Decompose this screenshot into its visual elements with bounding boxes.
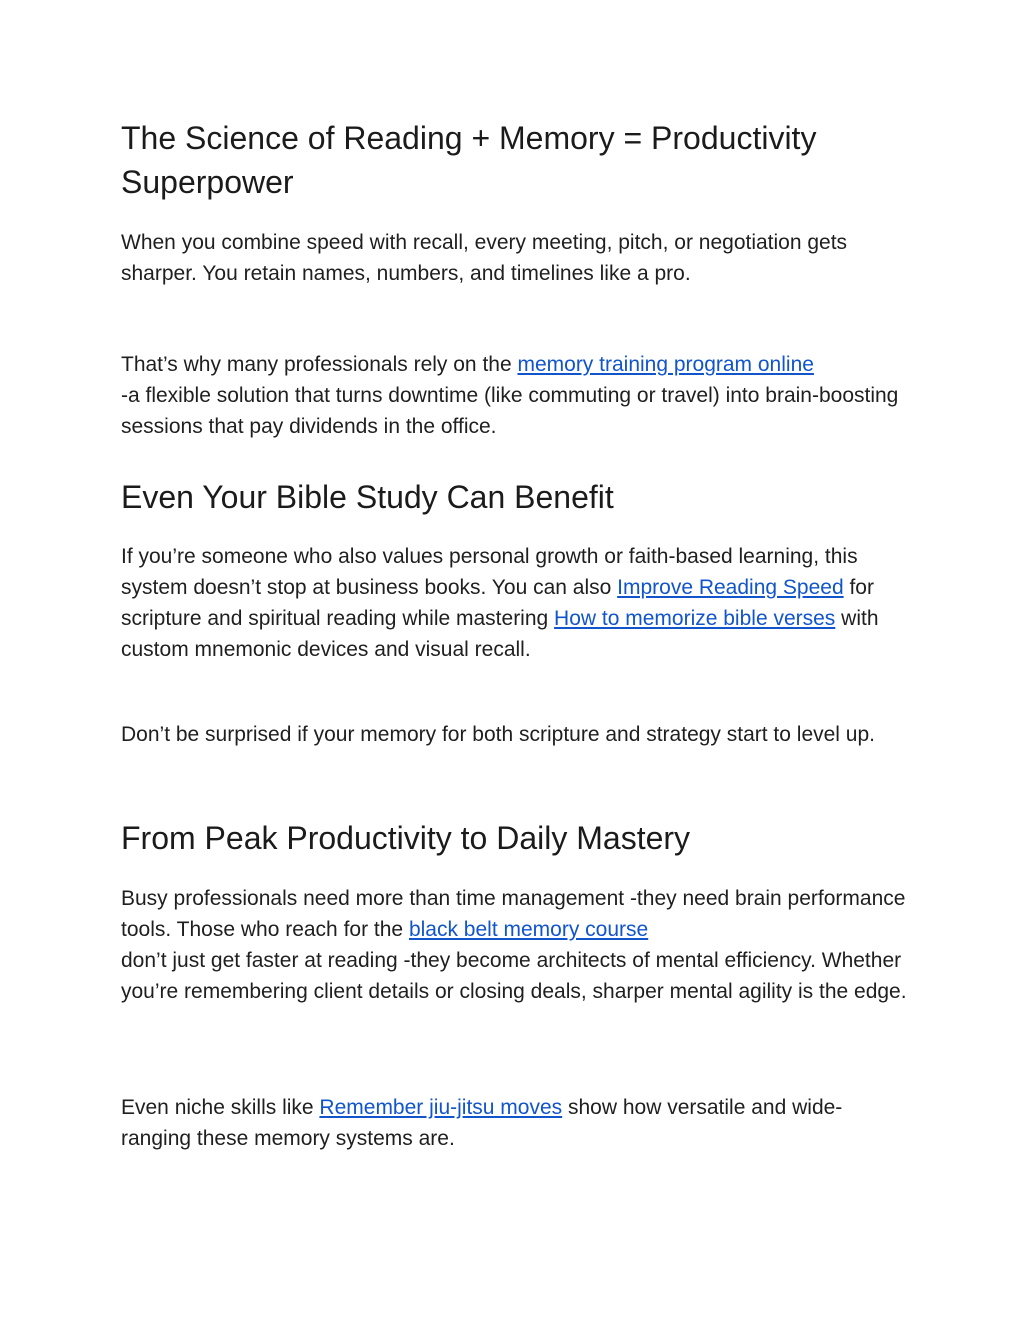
section-heading-reading-memory: The Science of Reading + Memory = Productivity Superpower — [121, 120, 817, 200]
paragraph-level-up: Don’t be surprised if your memory for both scripture and strategy start to level up. — [121, 723, 876, 746]
paragraph-text: for scripture and spiritual reading while mastering — [121, 576, 874, 630]
paragraph-text: Even niche skills like — [121, 1096, 320, 1119]
paragraph-text: show how versatile and wide-ranging these memory systems are. — [121, 1096, 843, 1150]
link-black-belt-memory-course[interactable]: black belt memory course — [408, 918, 649, 941]
link-memorize-bible-verses[interactable]: How to memorize bible verses — [554, 607, 836, 630]
section-heading-peak-productivity: From Peak Productivity to Daily Mastery — [121, 820, 691, 856]
paragraph-text: That’s why many professionals rely on the — [121, 353, 518, 376]
section-heading-bible-study: Even Your Bible Study Can Benefit — [121, 479, 614, 515]
paragraph-faith-learning — [121, 541, 911, 665]
paragraph-text: don’t just get faster at reading -they become architects of mental efficiency. Whether you’re remembering client details or closing deals, sharper mental agility is the edge. — [121, 949, 907, 1003]
paragraph-text: Busy professionals need more than time management -they need brain performance tools. Those who reach for the — [121, 887, 906, 941]
paragraph-niche-skills — [121, 1092, 911, 1154]
paragraph-professionals — [121, 349, 911, 442]
link-remember-jiu-jitsu-moves[interactable]: Remember jiu-jitsu moves — [319, 1096, 563, 1119]
paragraph-busy-professionals — [121, 883, 911, 1007]
paragraph-speed-recall: When you combine speed with recall, every meeting, pitch, or negotiation gets sharper. You retain names, numbers, and timelines like a pro. — [121, 231, 848, 285]
paragraph-text: -a flexible solution that turns downtime (like commuting or travel) into brain-boosting sessions that pay dividends in the office. — [121, 384, 899, 438]
paragraph-text: If you’re someone who also values personal growth or faith-based learning, this system doesn’t stop at business books. You can also — [121, 545, 858, 599]
link-improve-reading-speed[interactable]: Improve Reading Speed — [617, 576, 844, 599]
paragraph-text: with custom mnemonic devices and visual recall. — [121, 607, 879, 661]
link-memory-training-program[interactable]: memory training program online — [517, 353, 814, 376]
